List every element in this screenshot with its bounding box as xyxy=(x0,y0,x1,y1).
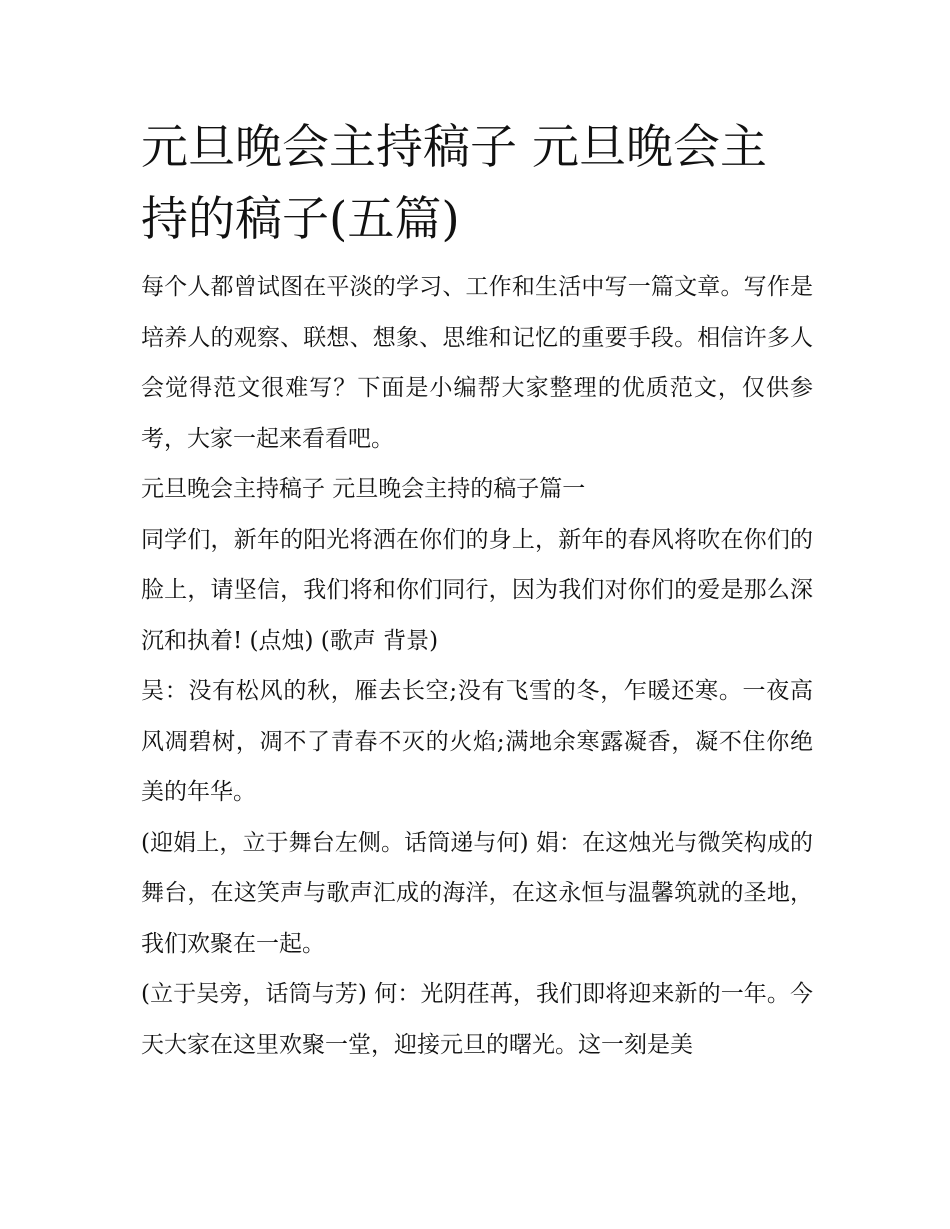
body-paragraph: (迎娟上，立于舞台左侧。话筒递与何) 娟：在这烛光与微笑构成的舞台，在这笑声与歌声汇成的海洋，在这永恒与温馨筑就的圣地，我们欢聚在一起。 xyxy=(141,829,813,957)
intro-paragraph: 每个人都曾试图在平淡的学习、工作和生活中写一篇文章。写作是培养人的观察、联想、想象、思维和记忆的重要手段。相信许多人会觉得范文很难写？下面是小编帮大家整理的优质范文，仅供参考，大家一起来看看吧。 xyxy=(141,274,813,452)
body-paragraph: 吴：没有松风的秋，雁去长空;没有飞雪的冬，乍暖还寒。一夜高风凋碧树，凋不了青春不灭的火焰;满地余寒露凝香，凝不住你绝美的年华。 xyxy=(141,678,813,805)
section-heading: 元旦晚会主持稿子 元旦晚会主持的稿子篇一 xyxy=(141,476,586,502)
body-paragraph: (立于吴旁，话筒与芳) 何：光阴荏苒，我们即将迎来新的一年。今天大家在这里欢聚一堂，迎接元旦的曙光。这一刻是美 xyxy=(141,981,813,1058)
body-paragraph: 同学们，新年的阳光将洒在你们的身上，新年的春风将吹在你们的脸上，请坚信，我们将和你们同行，因为我们对你们的爱是那么深沉和执着! (点烛) (歌声 背景) xyxy=(141,526,813,654)
document-title: 元旦晚会主持稿子 元旦晚会主持的稿子(五篇) xyxy=(141,120,767,247)
document-body xyxy=(141,112,813,1070)
